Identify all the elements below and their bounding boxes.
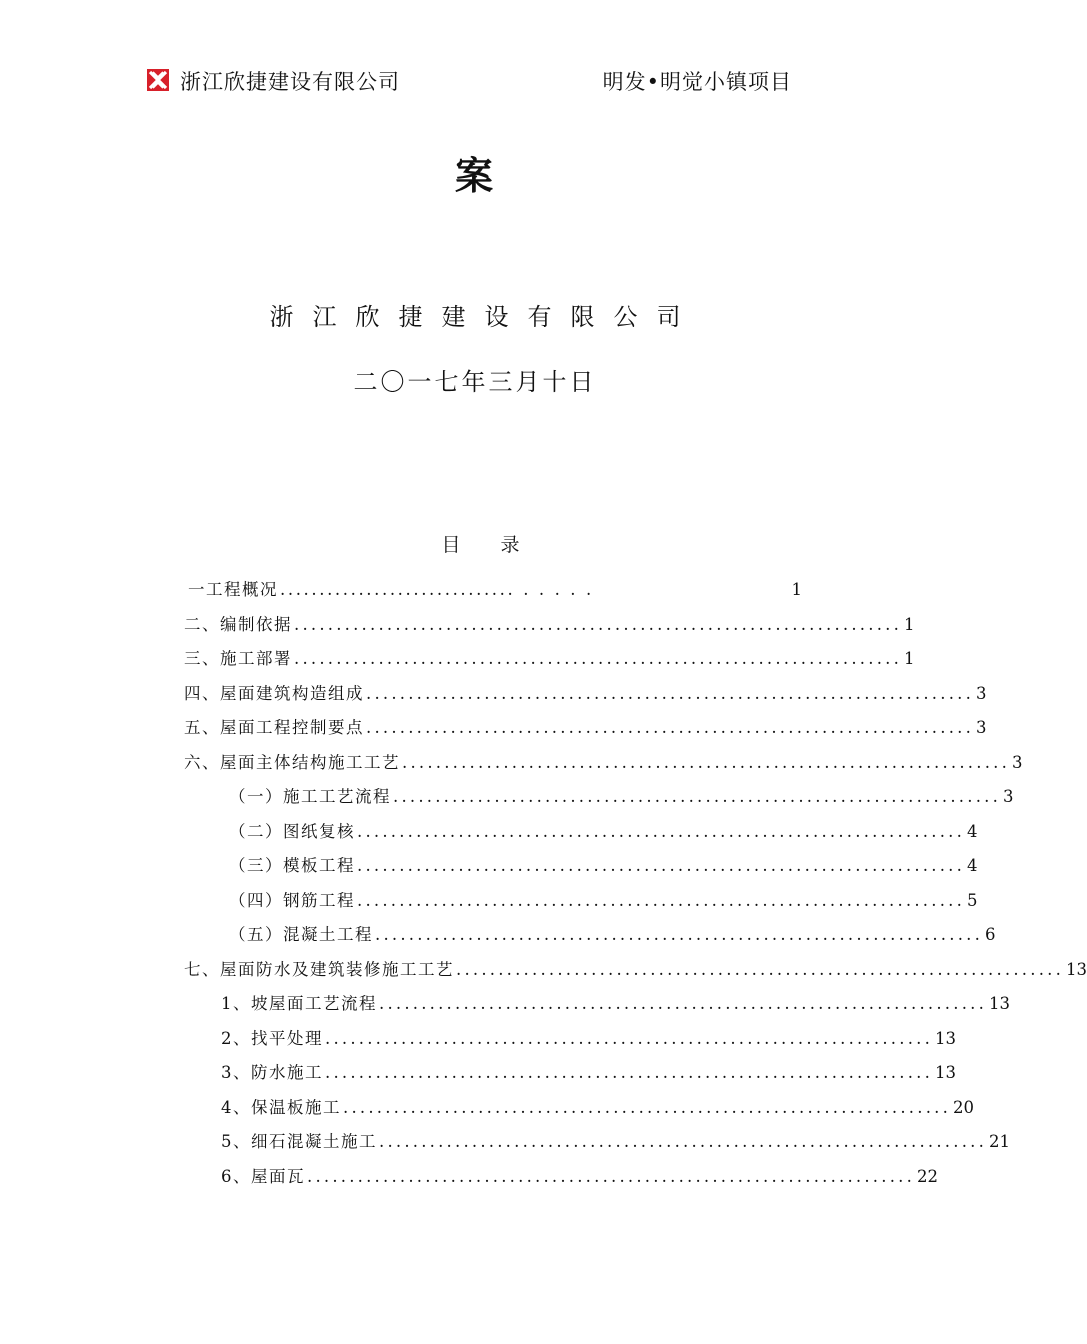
toc-entry-label: 三、施工部署 bbox=[184, 649, 292, 668]
toc-entry-page: 1 bbox=[904, 615, 915, 634]
toc-entry-leader: ........................................................................ bbox=[294, 649, 903, 668]
toc-entry-label: （一）施工工艺流程 bbox=[229, 787, 391, 806]
toc-entry-leader: ........................................................................ bbox=[379, 1132, 988, 1151]
toc-entry-label: 七、屋面防水及建筑装修施工工艺 bbox=[184, 960, 454, 979]
toc-entry[interactable] bbox=[184, 645, 915, 671]
toc-entry[interactable] bbox=[188, 576, 802, 602]
toc-entry-page: 5 bbox=[967, 891, 978, 910]
issuing-company: 浙江欣捷建设有限公司 bbox=[269, 303, 700, 331]
toc-entry-page: 22 bbox=[917, 1167, 939, 1186]
toc-entry-leader: ........................................................................ bbox=[393, 787, 1002, 806]
company-logo-icon bbox=[147, 69, 169, 91]
toc-entry[interactable] bbox=[229, 887, 978, 913]
toc-entry-page: 13 bbox=[935, 1029, 957, 1048]
toc-entry-label: 一工程概况 bbox=[188, 580, 278, 599]
toc-entry[interactable] bbox=[184, 611, 915, 637]
toc-heading: 目 录 bbox=[441, 534, 537, 556]
toc-entry-label: 六、屋面主体结构施工工艺 bbox=[184, 753, 400, 772]
toc-entry-label: 二、编制依据 bbox=[184, 615, 292, 634]
toc-entry-leader: ........................................................................ bbox=[307, 1167, 916, 1186]
toc-entry-leader: ........................................................................ bbox=[375, 925, 984, 944]
toc-entry-leader: ........................................................................ bbox=[357, 822, 966, 841]
toc-entry[interactable] bbox=[229, 852, 978, 878]
toc-entry[interactable] bbox=[221, 1128, 1011, 1154]
toc-entry-label: （三）模板工程 bbox=[229, 856, 355, 875]
toc-entry-label: 6、屋面瓦 bbox=[221, 1167, 305, 1186]
toc-entry-leader: ........................................................................ bbox=[325, 1063, 934, 1082]
toc-entry-page: 3 bbox=[1003, 787, 1014, 806]
toc-entry-label: 四、屋面建筑构造组成 bbox=[184, 684, 364, 703]
toc-entry-page: 6 bbox=[985, 925, 996, 944]
toc-entry-page: 3 bbox=[976, 718, 987, 737]
toc-entry[interactable] bbox=[184, 956, 1087, 982]
toc-entry-leader: ........................................................................ bbox=[357, 856, 966, 875]
toc-entry-page: 20 bbox=[953, 1098, 975, 1117]
toc-entry[interactable] bbox=[221, 1025, 957, 1051]
toc-entry-leader: .............................. . . . . . bbox=[280, 580, 594, 599]
toc-entry-page: 21 bbox=[989, 1132, 1011, 1151]
issue-date: 二〇一七年三月十日 bbox=[353, 368, 597, 396]
toc-entry-page: 13 bbox=[935, 1063, 957, 1082]
toc-entry-label: 3、防水施工 bbox=[221, 1063, 323, 1082]
toc-entry-page: 13 bbox=[1066, 960, 1087, 979]
page-header bbox=[0, 0, 950, 110]
toc-entry-leader: ........................................................................ bbox=[357, 891, 966, 910]
toc-entry-label: 2、找平处理 bbox=[221, 1029, 323, 1048]
toc-entry-leader: ........................................................................ bbox=[325, 1029, 934, 1048]
toc-entry-leader: ........................................................................ bbox=[379, 994, 988, 1013]
document-title: 案 bbox=[454, 154, 495, 198]
toc-entry[interactable] bbox=[229, 783, 1014, 809]
toc-entry[interactable] bbox=[184, 680, 987, 706]
toc-entry-leader: ........................................................................ bbox=[294, 615, 903, 634]
toc-entry[interactable] bbox=[184, 714, 987, 740]
toc-entry-label: 1、坡屋面工艺流程 bbox=[221, 994, 377, 1013]
toc-entry-page: 3 bbox=[1012, 753, 1023, 772]
toc-entry[interactable] bbox=[221, 990, 1011, 1016]
toc-entry[interactable] bbox=[221, 1059, 957, 1085]
header-project-name: 明发•明觉小镇项目 bbox=[602, 70, 792, 94]
toc-entry-page: 3 bbox=[976, 684, 987, 703]
toc-entry-page: 4 bbox=[967, 856, 978, 875]
toc-entry-page: 1 bbox=[904, 649, 915, 668]
toc-entry[interactable] bbox=[221, 1094, 975, 1120]
toc-entry-label: 五、屋面工程控制要点 bbox=[184, 718, 364, 737]
toc-entry[interactable] bbox=[184, 749, 1023, 775]
header-company-name: 浙江欣捷建设有限公司 bbox=[180, 70, 400, 94]
toc-entry-page: 4 bbox=[967, 822, 978, 841]
toc-entry-leader: ........................................................................ bbox=[366, 684, 975, 703]
toc-entry-leader: ........................................................................ bbox=[402, 753, 1011, 772]
toc-entry-label: 4、保温板施工 bbox=[221, 1098, 341, 1117]
toc-entry-label: 5、细石混凝土施工 bbox=[221, 1132, 377, 1151]
toc-entry-label: （五）混凝土工程 bbox=[229, 925, 373, 944]
toc-entry-page: 1 bbox=[791, 580, 802, 599]
toc-entry[interactable] bbox=[221, 1163, 939, 1189]
toc-entry-leader: ........................................................................ bbox=[456, 960, 1065, 979]
toc-entry-leader: ........................................................................ bbox=[343, 1098, 952, 1117]
toc-entry-leader: ........................................................................ bbox=[366, 718, 975, 737]
toc-entry-page: 13 bbox=[989, 994, 1011, 1013]
toc-entry-label: （二）图纸复核 bbox=[229, 822, 355, 841]
toc-entry[interactable] bbox=[229, 921, 996, 947]
toc-entry-label: （四）钢筋工程 bbox=[229, 891, 355, 910]
toc-entry[interactable] bbox=[229, 818, 978, 844]
